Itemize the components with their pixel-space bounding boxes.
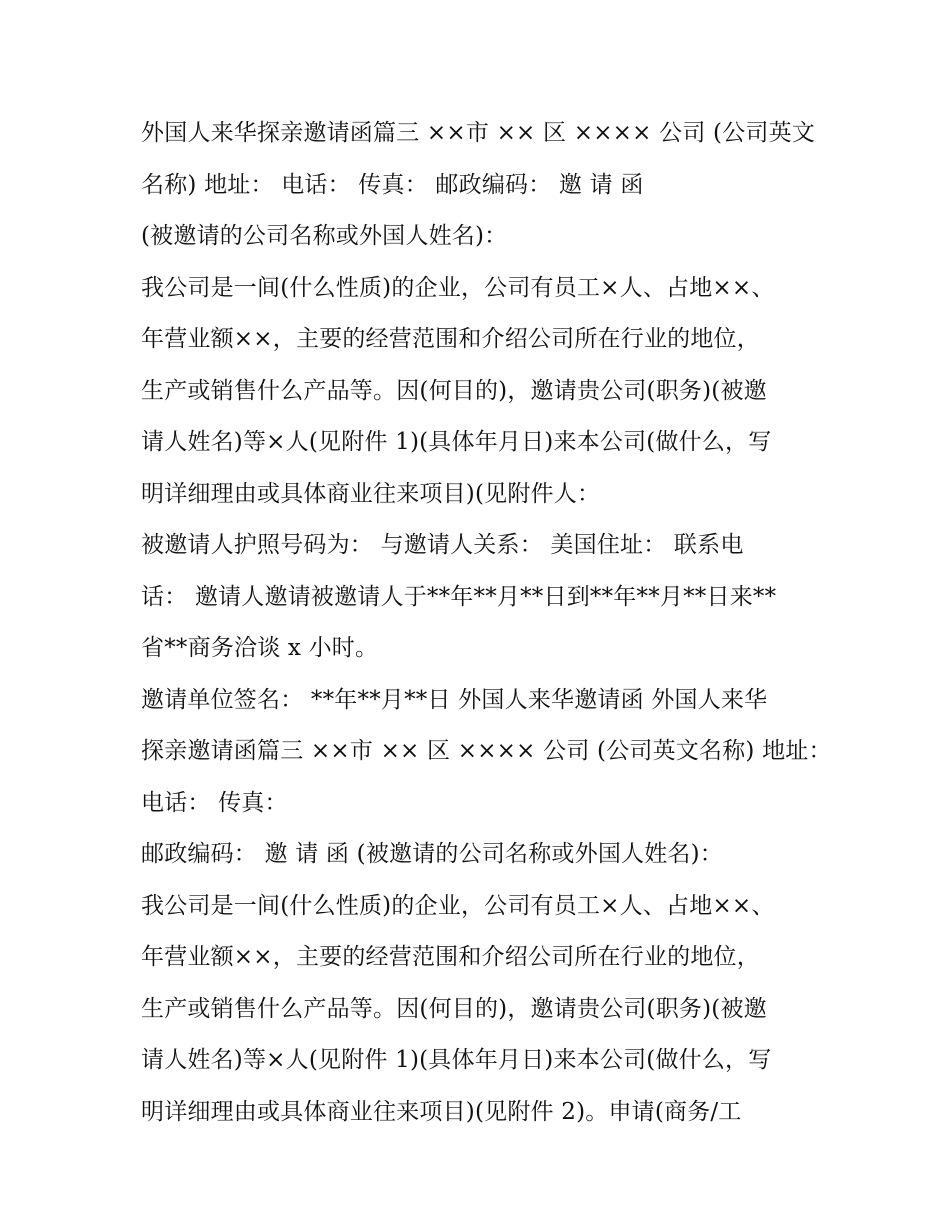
text-line: 生产或销售什么产品等。因(何目的)，邀请贵公司(职务)(被邀 xyxy=(141,377,767,404)
text-line: 名称) 地址： 电话： 传真： 邮政编码： 邀 请 函 xyxy=(141,171,644,198)
text-line: 我公司是一间(什么性质)的企业，公司有员工×人、占地××、 xyxy=(141,892,775,919)
text-line: 请人姓名)等×人(见附件 1)(具体年月日)来本公司(做什么，写 xyxy=(141,429,772,455)
text-line: 生产或销售什么产品等。因(何目的)，邀请贵公司(职务)(被邀 xyxy=(141,995,767,1022)
text-line: 电话： 传真： xyxy=(141,789,288,816)
text-line: 探亲邀请函篇三 ××市 ×× 区 ×××× 公司 (公司英文名称) 地址： xyxy=(141,738,832,764)
text-line: 年营业额××，主要的经营范围和介绍公司所在行业的地位， xyxy=(141,944,760,970)
text-line: 明详细理由或具体商业往来项目)(见附件 2)。申请(商务/工 xyxy=(141,1098,742,1125)
text-line: 明详细理由或具体商业往来项目)(见附件人： xyxy=(141,480,601,507)
text-line: 我公司是一间(什么性质)的企业，公司有员工×人、占地××、 xyxy=(141,274,775,301)
text-line: 邮政编码： 邀 请 函 (被邀请的公司名称或外国人姓名)： xyxy=(141,841,723,867)
text-line: 外国人来华探亲邀请函篇三 ××市 ×× 区 ×××× 公司 (公司英文 xyxy=(141,120,816,146)
text-line: 请人姓名)等×人(见附件 1)(具体年月日)来本公司(做什么，写 xyxy=(141,1047,772,1073)
text-line: 年营业额××，主要的经营范围和介绍公司所在行业的地位， xyxy=(141,326,760,352)
text-line: 邀请单位签名： **年**月**日 外国人来华邀请函 外国人来华 xyxy=(141,686,768,713)
text-line: 省**商务洽谈 x 小时。 xyxy=(141,635,379,661)
text-line: 被邀请人护照号码为： 与邀请人关系： 美国住址： 联系电 xyxy=(141,532,744,558)
document-body xyxy=(141,108,831,1138)
text-line: 话： 邀请人邀请被邀请人于**年**月**日到**年**月**日来** xyxy=(141,583,777,610)
text-line: (被邀请的公司名称或外国人姓名)： xyxy=(141,223,508,249)
